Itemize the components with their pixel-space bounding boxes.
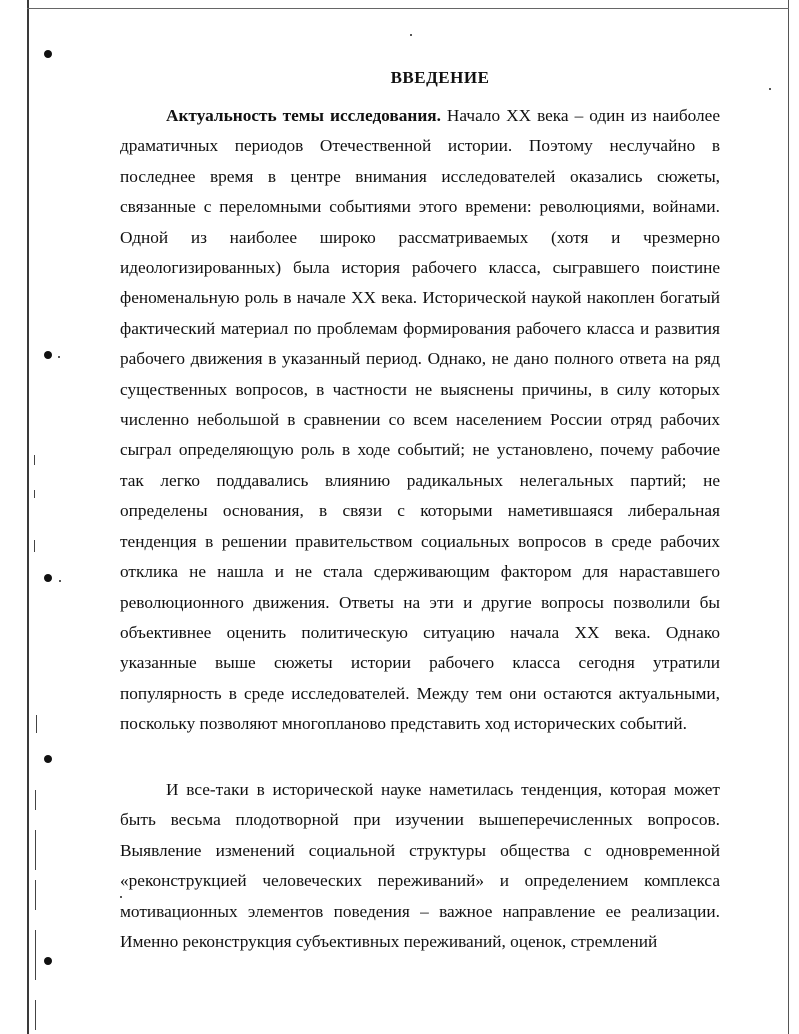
margin-mark — [35, 930, 36, 980]
margin-mark — [36, 715, 37, 733]
scan-left-edge — [27, 0, 29, 1034]
margin-mark — [34, 455, 35, 465]
margin-mark — [34, 540, 35, 552]
binding-hole-3 — [44, 574, 52, 582]
margin-mark — [35, 830, 36, 870]
scan-speck — [58, 356, 60, 358]
paragraph-lead: Актуальность темы исследования. — [166, 106, 441, 125]
page-title: ВВЕДЕНИЕ — [390, 68, 490, 87]
binding-hole-4 — [44, 755, 52, 763]
binding-hole-5 — [44, 957, 52, 965]
margin-mark — [35, 1000, 36, 1030]
paragraph-relevance — [120, 101, 720, 740]
paragraph-trend: И все-таки в исторической науке наметилась тенденция, которая может быть весьма плодотворной при изучении вышеперечисленных вопросов. Выявление изменений социальной структуры общества с одновременной «реконструкцией человеческих переживаний» и определением комплекса мотивационных элементов поведения – важное направление ее реализации. Именно реконструкция субъективных переживаний, оценок, стремлений — [120, 780, 720, 952]
binding-hole-1 — [44, 50, 52, 58]
margin-mark — [35, 790, 36, 810]
scan-speck — [410, 34, 412, 36]
margin-mark — [35, 880, 36, 910]
scan-right-edge — [788, 0, 789, 1034]
scan-top-edge — [27, 8, 789, 9]
paragraph-body: Начало XX века – один из наиболее драматичных периодов Отечественной истории. Поэтому неслучайно в последнее время в центре внимания исследователей оказались сюжеты, связанные с переломными событиями этого времени: революциями, войнами. Одной из наиболее широко рассматриваемых (хотя и чрезмерно идеологизированных) была история рабочего класса, сыгравшего поистине феноменальную роль в начале XX века. Исторической наукой накоплен богатый фактический материал по проблемам формирования рабочего класса и развития рабочего движения в указанный период. Однако, не дано полного ответа на ряд существенных вопросов, в частности не выяснены причины, в силу которых численно небольшой в сравнении со всем населением России отряд рабочих сыграл определяющую роль в ходе событий; не установлено, почему рабочие так легко поддавались влиянию радикальных нелегальных партий; не определены основания, в связи с которыми наметившаяся либеральная тенденция в решении правительством социальных вопросов в среде рабочих отклика не нашла и не стала сдерживающим фактором для нараставшего революционного движения. Ответы на эти и другие вопросы позволили бы объективнее оценить политическую ситуацию начала XX века. Однако указанные выше сюжеты истории рабочего класса сегодня утратили популярность в среде исследователей. Между тем они остаются актуальными, поскольку позволяют многопланово представить ход исторических событий. — [120, 106, 720, 734]
scan-speck — [59, 580, 61, 582]
margin-mark — [34, 490, 35, 498]
scan-speck — [769, 88, 771, 90]
binding-hole-2 — [44, 351, 52, 359]
